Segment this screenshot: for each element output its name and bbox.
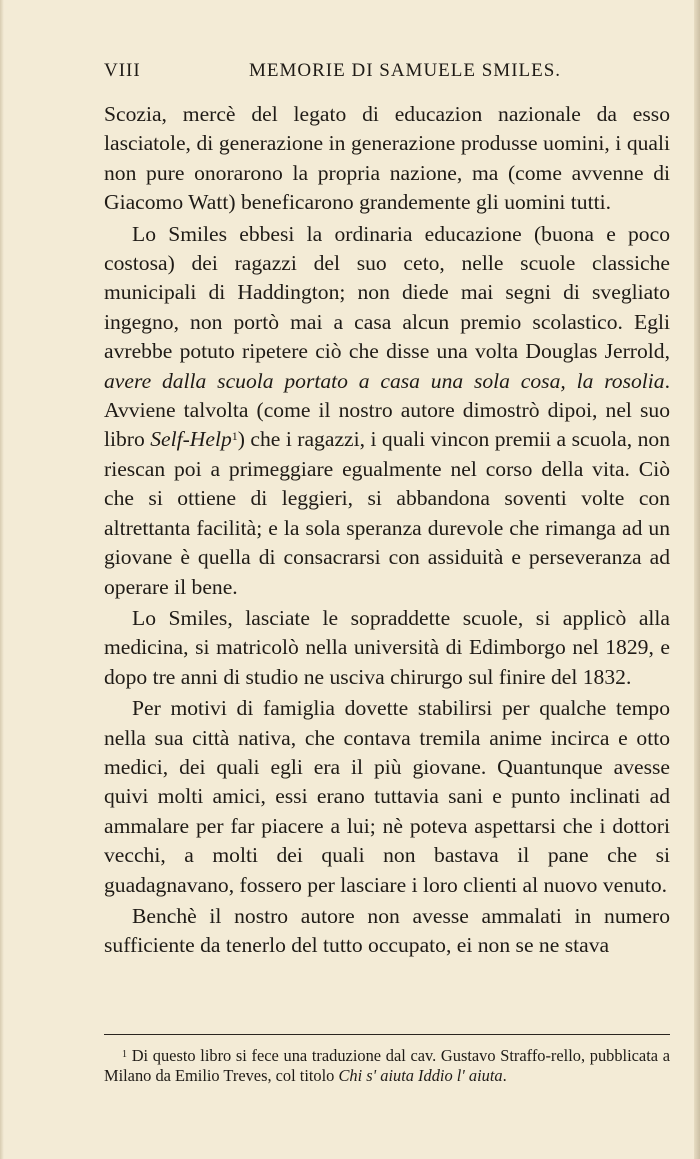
paragraph-4: Per motivi di famiglia dovette stabilirsi per qualche tempo nella sua città nativa, che contava tremila anime incirca e otto medici, dei quali egli era il più giovane. Quantunque avesse quivi molti amici, essi erano tuttavia sani e punto inclinati ad ammalare per far piacere a lui; nè poteva aspettarsi che i dottori vecchi, a molti dei quali non bastava il pane che si guadagnavano, fossero per lasciare i loro clienti al nuovo venuto. <box>104 696 670 897</box>
footnote-text: Di questo libro si fece una traduzione dal cav. Gustavo Straffo-rello, pubblicata a Milano da Emilio Treves, col titolo <box>104 1046 670 1085</box>
page-right-edge <box>694 0 700 1159</box>
book-title-self-help: Self-Help <box>150 427 232 452</box>
footnote-divider <box>104 1034 670 1035</box>
footnote-end: . <box>502 1066 507 1085</box>
paragraph-5: Benchè il nostro autore non avesse ammalati in numero sufficiente da tenerlo del tutto occupato, ei non se ne stava <box>104 903 670 958</box>
footnote <box>104 1046 670 1086</box>
paragraph-2-text-f: ) che i ragazzi, i quali vincon premii a scuola, non riescan poi a primeggiare egualmente nel corso della vita. Ciò che si ottiene di leggieri, si abbandona soventi volte con altrettanta facilità; e la sola speranza durevole che rimanga ad un giovane è quella di consacrarsi con assiduità e perseveranza ad operare il bene. <box>104 427 670 599</box>
paragraph-2-text-c: . Avviene talvolta (come il nostro autore dimostrò dipoi, nel suo libro <box>104 368 670 452</box>
running-header <box>104 60 670 90</box>
footnote-book-title: Chi s' aiuta Iddio l' aiuta <box>338 1066 503 1085</box>
running-title: MEMORIE DI SAMUELE SMILES. <box>249 60 562 81</box>
page-number: VIII <box>104 60 141 81</box>
page-left-edge <box>0 0 4 1159</box>
paragraph-1: Scozia, mercè del legato di educazion nazionale da esso lasciatole, di generazione in generazione produsse uomini, i quali non pure onorarono la propria nazione, ma (come avvenne di Giacomo Watt) beneficarono grandemente gli uomini tutti. <box>104 102 670 215</box>
paragraph-2 <box>104 220 670 602</box>
quoted-phrase: avere dalla scuola portato a casa una sola cosa, la rosolia <box>104 368 665 393</box>
body-text <box>104 100 670 963</box>
footnote-marker: 1 <box>122 1049 127 1060</box>
paragraph-3: Lo Smiles, lasciate le sopraddette scuole, si applicò alla medicina, si matricolò nella università di Edimborgo nel 1829, e dopo tre anni di studio ne usciva chirurgo sul finire del 1832. <box>104 605 670 689</box>
paragraph-2-text-a: Lo Smiles ebbesi la ordinaria educazione (buona e poco costosa) dei ragazzi del suo ceto, nelle scuole classiche municipali di Haddington; non diede mai segni di svegliato ingegno, non portò mai a casa alcun premio scolastico. Egli avrebbe potuto ripetere ciò che disse una volta Douglas Jerrold, <box>104 221 670 364</box>
footnote-reference[interactable]: 1 <box>231 429 238 444</box>
